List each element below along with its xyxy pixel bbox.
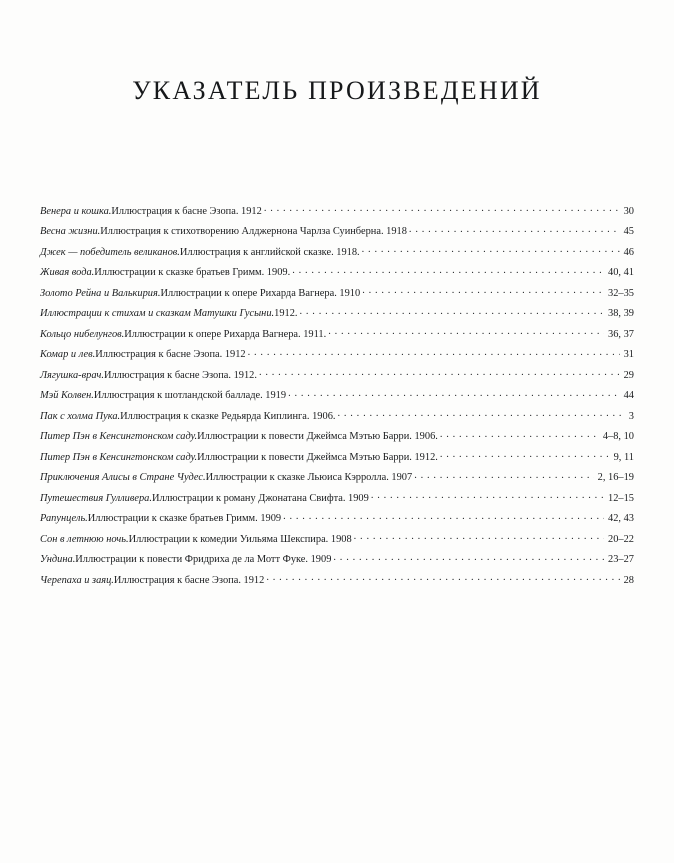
dot-leader: [248, 347, 620, 357]
page-title: УКАЗАТЕЛЬ ПРОИЗВЕДЕНИЙ: [132, 76, 542, 105]
index-entry: [40, 426, 634, 447]
dot-leader: [259, 368, 620, 378]
dot-leader: [362, 245, 620, 255]
index-entry-description: Иллюстрации к повести Джеймса Мэтью Барри. 1912.: [197, 451, 438, 463]
index-entry: [40, 549, 634, 570]
index-entry-description: Иллюстрации к сказке братьев Гримм. 1909: [87, 513, 282, 525]
index-entry-pages: 20–22: [608, 533, 634, 545]
index-entry: [40, 344, 634, 365]
index-entry-description: Иллюстрации к сказке Льюиса Кэрролла. 1907: [205, 472, 413, 484]
index-entry-description: Иллюстрация к стихотворению Алджернона Чарлза Суинберна. 1918: [100, 226, 407, 238]
index-entry-title: Иллюстрации к стихам и сказкам Матушки Гусыни.: [40, 308, 275, 320]
index-entry-title: Мэй Колвен.: [40, 390, 94, 402]
dot-leader: [300, 306, 605, 316]
index-entry-pages: 40, 41: [608, 267, 634, 279]
index-entry-title: Рапунцель.: [40, 513, 88, 525]
dot-leader: [328, 327, 604, 337]
index-entry: [40, 364, 634, 385]
index-entry-title: Черепаха и заяц.: [40, 574, 114, 586]
dot-leader: [283, 511, 604, 521]
index-entry-description: Иллюстрации к роману Джонатана Свифта. 1909: [151, 492, 369, 504]
index-entry-pages: 32–35: [608, 287, 634, 299]
index-entry-description: Иллюстрации к опере Рихарда Вагнера. 1911.: [124, 328, 327, 340]
index-entry-pages: 45: [623, 226, 634, 238]
index-entry-description: Иллюстрации к сказке братьев Гримм. 1909.: [94, 267, 291, 279]
index-entry: [40, 528, 634, 549]
index-entry-pages: 23–27: [608, 554, 634, 566]
index-entry-description: Иллюстрация к шотландской балладе. 1919: [93, 390, 287, 402]
index-entry-pages: 2, 16–19: [597, 472, 634, 484]
index-entry-pages: 29: [623, 369, 634, 381]
index-entry-title: Сон в летнюю ночь.: [40, 533, 129, 545]
index-entry: [40, 303, 634, 324]
dot-leader: [292, 265, 604, 275]
index-entry-title: Венера и кошка.: [40, 205, 112, 217]
index-entry: [40, 446, 634, 467]
index-entry: [40, 323, 634, 344]
index-entry-description: Иллюстрация к басне Эзопа. 1912: [113, 574, 265, 586]
index-entry-pages: 42, 43: [608, 513, 634, 525]
index-entry-description: Иллюстрация к сказке Редьярда Киплинга. 1906.: [120, 410, 336, 422]
index-entry: [40, 282, 634, 303]
index-entry-pages: 9, 11: [613, 451, 634, 463]
index-entry-description: Иллюстрации к опере Рихарда Вагнера. 1910: [160, 287, 361, 299]
index-entry-description: Иллюстрация к басне Эзопа. 1912: [111, 205, 262, 217]
index-entry: [40, 405, 634, 426]
dot-leader: [409, 224, 620, 234]
index-entry-pages: 31: [623, 349, 634, 361]
index-list: [40, 200, 634, 590]
dot-leader: [333, 552, 604, 562]
index-entry-description: Иллюстрации к комедии Уильяма Шекспира. 1908: [128, 533, 352, 545]
dot-leader: [362, 286, 604, 296]
index-entry-description: Иллюстрация к английской сказке. 1918.: [179, 246, 360, 258]
dot-leader: [371, 491, 604, 501]
index-entry-pages: 46: [623, 246, 634, 258]
index-entry-title: Комар и лев.: [40, 349, 96, 361]
index-entry-pages: 30: [623, 205, 634, 217]
index-entry-title: Пак с холма Пука.: [40, 410, 121, 422]
index-entry: [40, 241, 634, 262]
index-entry-description: Иллюстрация к басне Эзопа. 1912.: [103, 369, 257, 381]
index-entry-title: Лягушка-врач.: [40, 369, 104, 381]
index-entry-title: Живая вода.: [40, 267, 95, 279]
index-entry-pages: 12–15: [608, 492, 634, 504]
dot-leader: [288, 388, 620, 398]
index-entry-description: Иллюстрации к повести Фридриха де ла Мотт Фуке. 1909: [75, 554, 332, 566]
dot-leader: [440, 429, 599, 439]
index-entry-title: Питер Пэн в Кенсингтонском саду.: [40, 431, 198, 443]
index-entry: [40, 385, 634, 406]
dot-leader: [264, 204, 620, 214]
index-entry-title: Приключения Алисы в Стране Чудес.: [40, 472, 206, 484]
index-entry-pages: 3: [628, 410, 634, 422]
dot-leader: [414, 470, 593, 480]
index-entry: [40, 487, 634, 508]
index-entry-pages: 38, 39: [608, 308, 634, 320]
dot-leader: [354, 532, 604, 542]
index-entry-description: 1912.: [274, 308, 298, 320]
index-entry-pages: 44: [623, 390, 634, 402]
index-entry-description: Иллюстрации к повести Джеймса Мэтью Барри. 1906.: [197, 431, 438, 443]
index-entry-title: Весна жизни.: [40, 226, 101, 238]
index-entry: [40, 200, 634, 221]
index-entry-title: Путешествия Гулливера.: [40, 492, 152, 504]
index-entry: [40, 569, 634, 590]
index-entry: [40, 508, 634, 529]
index-entry-title: Джек — победитель великанов.: [40, 246, 180, 258]
index-entry-title: Золото Рейна и Валькирия.: [40, 287, 161, 299]
index-entry-pages: 4–8, 10: [602, 431, 634, 443]
index-entry-title: Питер Пэн в Кенсингтонском саду.: [40, 451, 198, 463]
index-entry-description: Иллюстрация к басне Эзопа. 1912: [95, 349, 246, 361]
index-entry: [40, 262, 634, 283]
dot-leader: [266, 573, 619, 583]
index-entry-pages: 36, 37: [608, 328, 634, 340]
dot-leader: [440, 450, 610, 460]
index-entry-pages: 28: [623, 574, 634, 586]
index-entry: [40, 221, 634, 242]
index-entry-title: Ундина.: [40, 554, 76, 566]
dot-leader: [338, 409, 625, 419]
index-entry: [40, 467, 634, 488]
index-entry-title: Кольцо нибелунгов.: [40, 328, 125, 340]
